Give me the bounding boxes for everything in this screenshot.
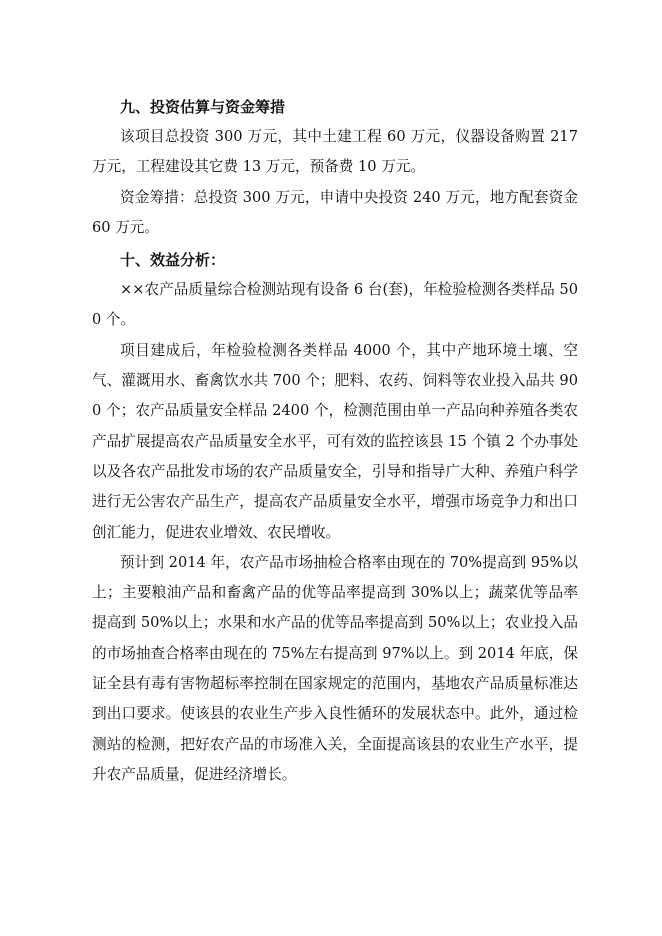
investment-paragraph: 该项目总投资 300 万元，其中土建工程 60 万元，仪器设备购置 217 万元，工程建设其它费 13 万元，预备费 10 万元。 — [92, 128, 578, 176]
current-equipment-paragraph: ××农产品质量综合检测站现有设备 6 台(套)，年检验检测各类样品 500 个。 — [92, 281, 578, 329]
forecast-paragraph: 预计到 2014 年，农产品市场抽检合格率由现在的 70%提高到 95%以上；主要粮油产品和畜禽产品的优等品率提高到 30%以上；蔬菜优等品率提高到 50%以上；水果和水产品的优等品率提高到 50%以上；农业投入品的市场抽查合格率由现在的 75%左右提高到 97%以上。到 2014 年底，保证全县有毒有害物超标率控制在国家规定的范围内，基地农产品质量标准达到出口要求。使该县的农业生产步入良性循环的发展状态中。此外，通过检测站的检测，把好农产品的市场准入关，全面提高该县的农业生产水平，提升农产品质量，促进经济增长。 — [92, 553, 578, 783]
project-outcome-paragraph: 项目建成后，年检验检测各类样品 4000 个，其中产地环境土壤、空气、灌溉用水、畜禽饮水共 700 个；肥料、农药、饲料等农业投入品共 900 个；农产品质量安全样品 2400 个，检测范围由单一产品向种养殖各类农产品扩展提高农产品质量安全水平，可有效的监控该县 15 个镇 2 个办事处 以及各农产品批发市场的农产品质量安全，引导和指导广大种、养殖户科学进行无公害农产品生产，提高农产品质量安全水平，增强市场竞争力和出口创汇能力，促进农业增效、农民增收。 — [92, 341, 593, 541]
document-body — [92, 92, 593, 790]
section-9-heading: 九、投资估算与资金筹措 — [120, 98, 286, 116]
section-10-heading: 十、效益分析： — [120, 251, 226, 270]
funding-paragraph: 资金筹措：总投资 300 万元，申请中央投资 240 万元，地方配套资金 60 万元。 — [92, 188, 578, 236]
